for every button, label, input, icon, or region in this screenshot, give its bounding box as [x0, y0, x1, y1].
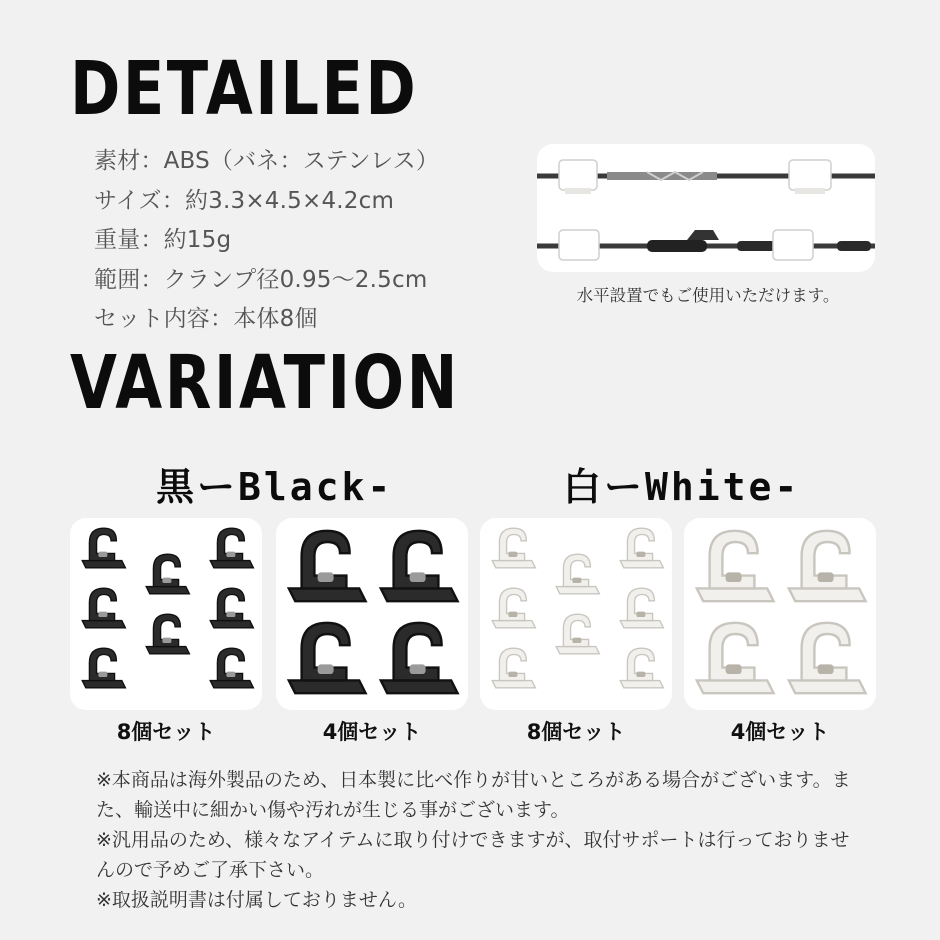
rod-holder-clip [381, 531, 458, 601]
rod-holder-clip [210, 528, 253, 568]
detailed-heading: DETAILED [70, 46, 419, 132]
rod-holder-clip [697, 531, 774, 601]
black-variant-title: 黒ーBlack- [156, 465, 394, 509]
rod-holder-clip [82, 528, 125, 568]
black-8-set-photo [70, 518, 262, 710]
rod-holder-clip [556, 554, 599, 594]
white-8-set-label: 8個セット [526, 720, 626, 744]
rod-holder-clip [82, 648, 125, 688]
rod-holder-clip [492, 648, 535, 688]
rod-mount-photo [537, 144, 875, 272]
black-8-set-label: 8個セット [116, 720, 216, 744]
rod-holder-clip [289, 531, 366, 601]
rod-holder-clip [492, 588, 535, 628]
rod-holder-clip [789, 531, 866, 601]
black-4-set-photo [276, 518, 468, 710]
rod-holder-clip [146, 614, 189, 654]
notes [96, 765, 856, 915]
rod-holder-clip [82, 588, 125, 628]
rod-holder-clip [492, 528, 535, 568]
white-8-set-photo [480, 518, 672, 710]
spec-contents: セット内容：本体8個 [94, 306, 318, 332]
white-4-set-label: 4個セット [730, 720, 830, 744]
rod-holder-clip [620, 588, 663, 628]
note-support: ※汎用品のため、様々なアイテムに取り付けできますが、取付サポートは行っておりませんので予めご了承下さい。 [96, 829, 850, 881]
rod-caption: 水平設置でもご使用いただけます。 [576, 286, 840, 305]
spec-size: サイズ：約3.3×4.5×4.2cm [94, 187, 395, 214]
spec-list [94, 142, 439, 340]
rod-holder-clip [697, 623, 774, 693]
variation-heading: VARIATION [70, 340, 460, 426]
note-quality: ※本商品は海外製品のため、日本製に比べ作りが甘いところがある場合がございます。また、輸送中に細かい傷や汚れが生じる事がございます。 [96, 769, 851, 821]
rod-holder-clip [210, 588, 253, 628]
note-manual: ※取扱説明書は付属しておりません。 [96, 889, 418, 911]
rod-holder-clip [381, 623, 458, 693]
white-variant-title: 白ーWhite- [563, 465, 801, 509]
spec-range: 範囲：クランプ径0.95～2.5cm [94, 266, 428, 293]
spec-weight: 重量：約15g [94, 227, 232, 253]
rod-holder-clip [789, 623, 866, 693]
black-4-set-label: 4個セット [322, 720, 422, 744]
spec-material: 素材：ABS（バネ：ステンレス） [94, 148, 440, 174]
white-4-set-photo [684, 518, 876, 710]
rod-holder-clip [289, 623, 366, 693]
rod-holder-clip [556, 614, 599, 654]
rod-holder-clip [146, 554, 189, 594]
rod-holder-clip [210, 648, 253, 688]
rod-holder-clip [620, 528, 663, 568]
rod-holder-clip [620, 648, 663, 688]
